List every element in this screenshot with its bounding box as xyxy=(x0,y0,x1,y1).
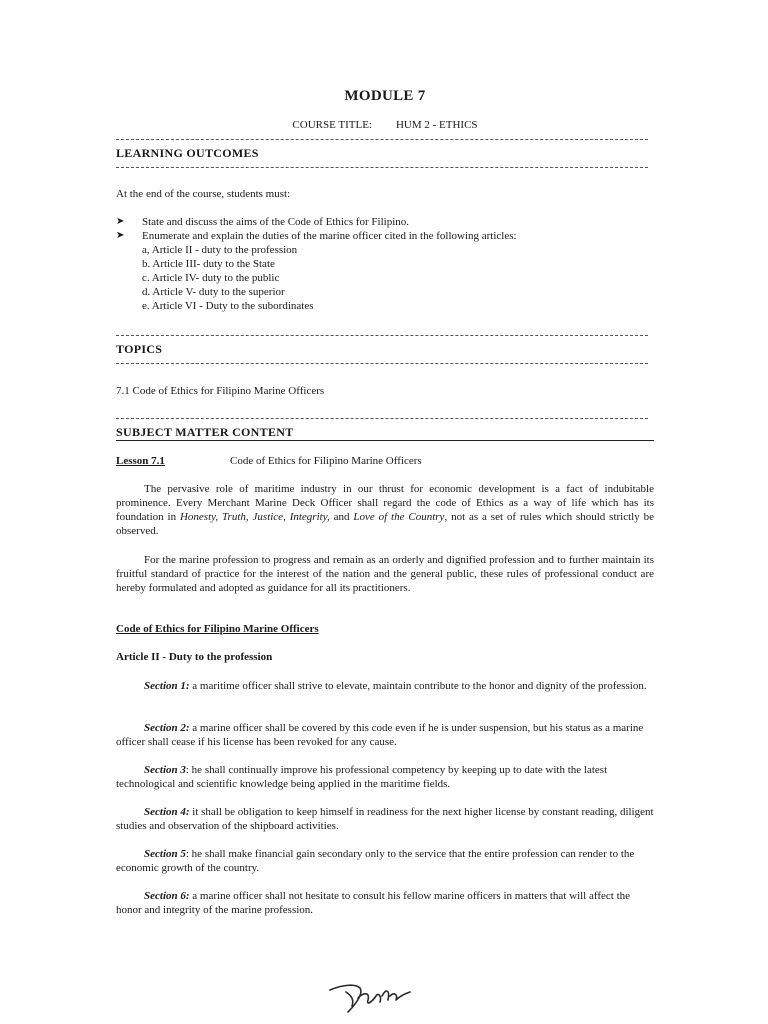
list-item: ➤ Enumerate and explain the duties of the marine officer cited in the following articles: xyxy=(116,230,517,242)
arrowhead-bullet-icon: ➤ xyxy=(116,230,125,241)
dashed-divider xyxy=(116,335,648,336)
paragraph-intro: The pervasive role of maritime industry in our thrust for economic development is a fact of indubitable prominence. Every Merchant Marine Deck Officer shall regard the code of Ethics as a way of life which has its foundation in Honesty, Truth, Justice, Integrity, and Love of the Country, not as a set of rules which should strictly be observed. xyxy=(116,483,654,537)
lesson-label: Lesson 7.1 xyxy=(116,455,165,467)
article-title: Article II - Duty to the profession xyxy=(116,651,273,663)
article-item: b. Article III- duty to the State xyxy=(142,258,275,270)
section-2: Section 2: a marine officer shall be covered by this code even if he is under suspension, but his status as a marine officer shall cease if his license has been revoked for any cause. xyxy=(116,722,644,748)
course-title-line xyxy=(116,119,654,131)
subject-matter-heading: SUBJECT MATTER CONTENT xyxy=(116,425,294,439)
list-item: ➤ State and discuss the aims of the Code of Ethics for Filipino. xyxy=(116,216,410,228)
dashed-divider xyxy=(116,418,648,419)
lesson-title: Code of Ethics for Filipino Marine Officers xyxy=(230,455,422,467)
paragraph-purpose: For the marine profession to progress and remain as an orderly and dignified profession and to further maintain its fruitful standard of practice for the interest of the nation and the general public, these rules of professional conduct are hereby formulated and adopted as guidance for all its practitioners. xyxy=(116,554,654,594)
section-1: Section 1: a maritime officer shall strive to elevate, maintain contribute to the honor and dignity of the profession. xyxy=(144,680,647,692)
module-title: MODULE 7 xyxy=(344,88,426,104)
lesson-line xyxy=(116,455,422,467)
solid-divider xyxy=(116,440,654,441)
dashed-divider xyxy=(116,363,648,364)
dashed-divider xyxy=(116,167,648,168)
code-title: Code of Ethics for Filipino Marine Officers xyxy=(116,623,319,635)
learning-outcomes-intro: At the end of the course, students must: xyxy=(116,188,291,200)
course-title-label: COURSE TITLE: xyxy=(292,119,372,131)
handwritten-signature xyxy=(324,976,420,1016)
document-page xyxy=(116,0,654,1024)
dashed-divider xyxy=(116,139,648,140)
section-3: Section 3: he shall continually improve his professional competency by keeping up to date with the latest technological and scientific knowledge being applied in the maritime fields. xyxy=(116,764,608,790)
article-item: e. Article VI - Duty to the subordinates xyxy=(142,300,314,312)
article-item: a, Article II - duty to the profession xyxy=(142,244,298,256)
learning-outcomes-heading: LEARNING OUTCOMES xyxy=(116,146,259,160)
learning-outcomes-list xyxy=(116,215,517,313)
section-5: Section 5: he shall make financial gain secondary only to the service that the entire profession can render to the economic growth of the country. xyxy=(116,848,635,874)
topic-item: 7.1 Code of Ethics for Filipino Marine Officers xyxy=(116,385,325,397)
topics-heading: TOPICS xyxy=(116,342,163,356)
section-4: Section 4: it shall be obligation to keep himself in readiness for the next higher license by constant reading, diligent studies and observation of the shipboard activities. xyxy=(116,806,654,832)
article-item: c. Article IV- duty to the public xyxy=(142,272,280,284)
arrowhead-bullet-icon: ➤ xyxy=(116,216,125,227)
article-item: d. Article V- duty to the superior xyxy=(142,286,285,298)
section-6: Section 6: a marine officer shall not hesitate to consult his fellow marine officers in matters that will affect the honor and integrity of the marine profession. xyxy=(116,890,631,916)
course-title-value: HUM 2 - ETHICS xyxy=(395,119,478,131)
